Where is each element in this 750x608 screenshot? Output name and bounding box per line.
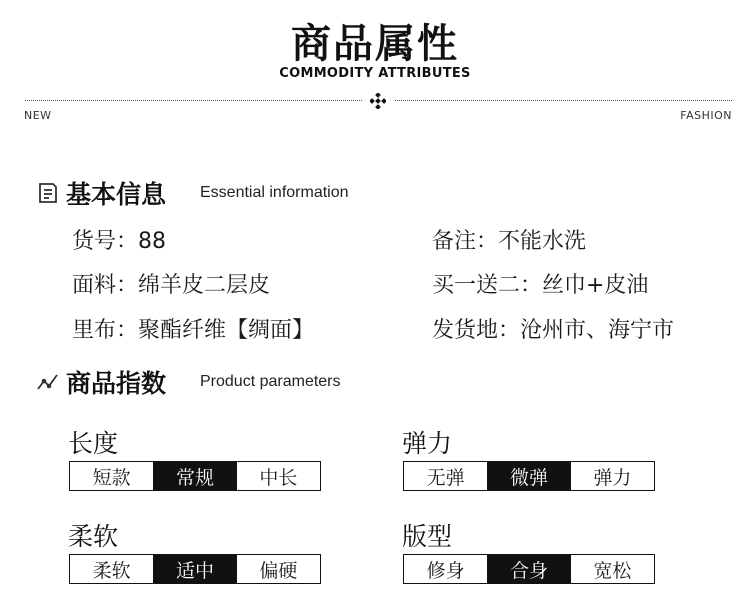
param-option-selected: 微弹 (487, 462, 570, 490)
info-item-note: 备注：不能水洗 (432, 229, 587, 254)
tag-new: NEW (24, 109, 52, 122)
param-scale-length (69, 461, 321, 491)
info-item-sku: 货号：88 (72, 229, 166, 254)
document-icon (36, 181, 60, 205)
info-item-origin: 发货地：沧州市、海宁市 (432, 318, 675, 343)
tag-fashion: FASHION (680, 109, 732, 122)
param-option-selected: 常规 (153, 462, 236, 490)
param-label-fit: 版型 (402, 522, 453, 551)
param-option: 偏硬 (237, 555, 320, 583)
section-subtitle-basic: Essential information (200, 184, 349, 201)
param-scale-elasticity (403, 461, 655, 491)
param-label-length: 长度 (68, 429, 119, 458)
info-item-fabric: 面料：绵羊皮二层皮 (72, 273, 271, 298)
param-label-elasticity: 弹力 (402, 429, 453, 458)
param-option: 短款 (70, 462, 153, 490)
page-subtitle: COMMODITY ATTRIBUTES (279, 66, 471, 81)
param-option: 修身 (404, 555, 487, 583)
param-option-selected: 合身 (487, 555, 570, 583)
diamond-ornament-icon (370, 93, 386, 109)
param-scale-fit (403, 554, 655, 584)
param-option: 柔软 (70, 555, 153, 583)
section-subtitle-params: Product parameters (200, 373, 341, 390)
param-option: 宽松 (571, 555, 654, 583)
param-option: 弹力 (571, 462, 654, 490)
page-title: 商品属性 (291, 21, 459, 67)
param-option-selected: 适中 (153, 555, 236, 583)
divider-left (25, 100, 362, 101)
param-label-softness: 柔软 (68, 522, 119, 551)
section-title-basic: 基本信息 (66, 180, 167, 209)
param-option: 无弹 (404, 462, 487, 490)
param-scale-softness (69, 554, 321, 584)
info-item-gift: 买一送二：丝巾+皮油 (432, 273, 649, 298)
divider-right (395, 100, 732, 101)
line-chart-icon (36, 370, 60, 394)
param-option: 中长 (237, 462, 320, 490)
section-title-params: 商品指数 (66, 369, 167, 398)
info-item-lining: 里布：聚酯纤维【绸面】 (72, 318, 315, 343)
